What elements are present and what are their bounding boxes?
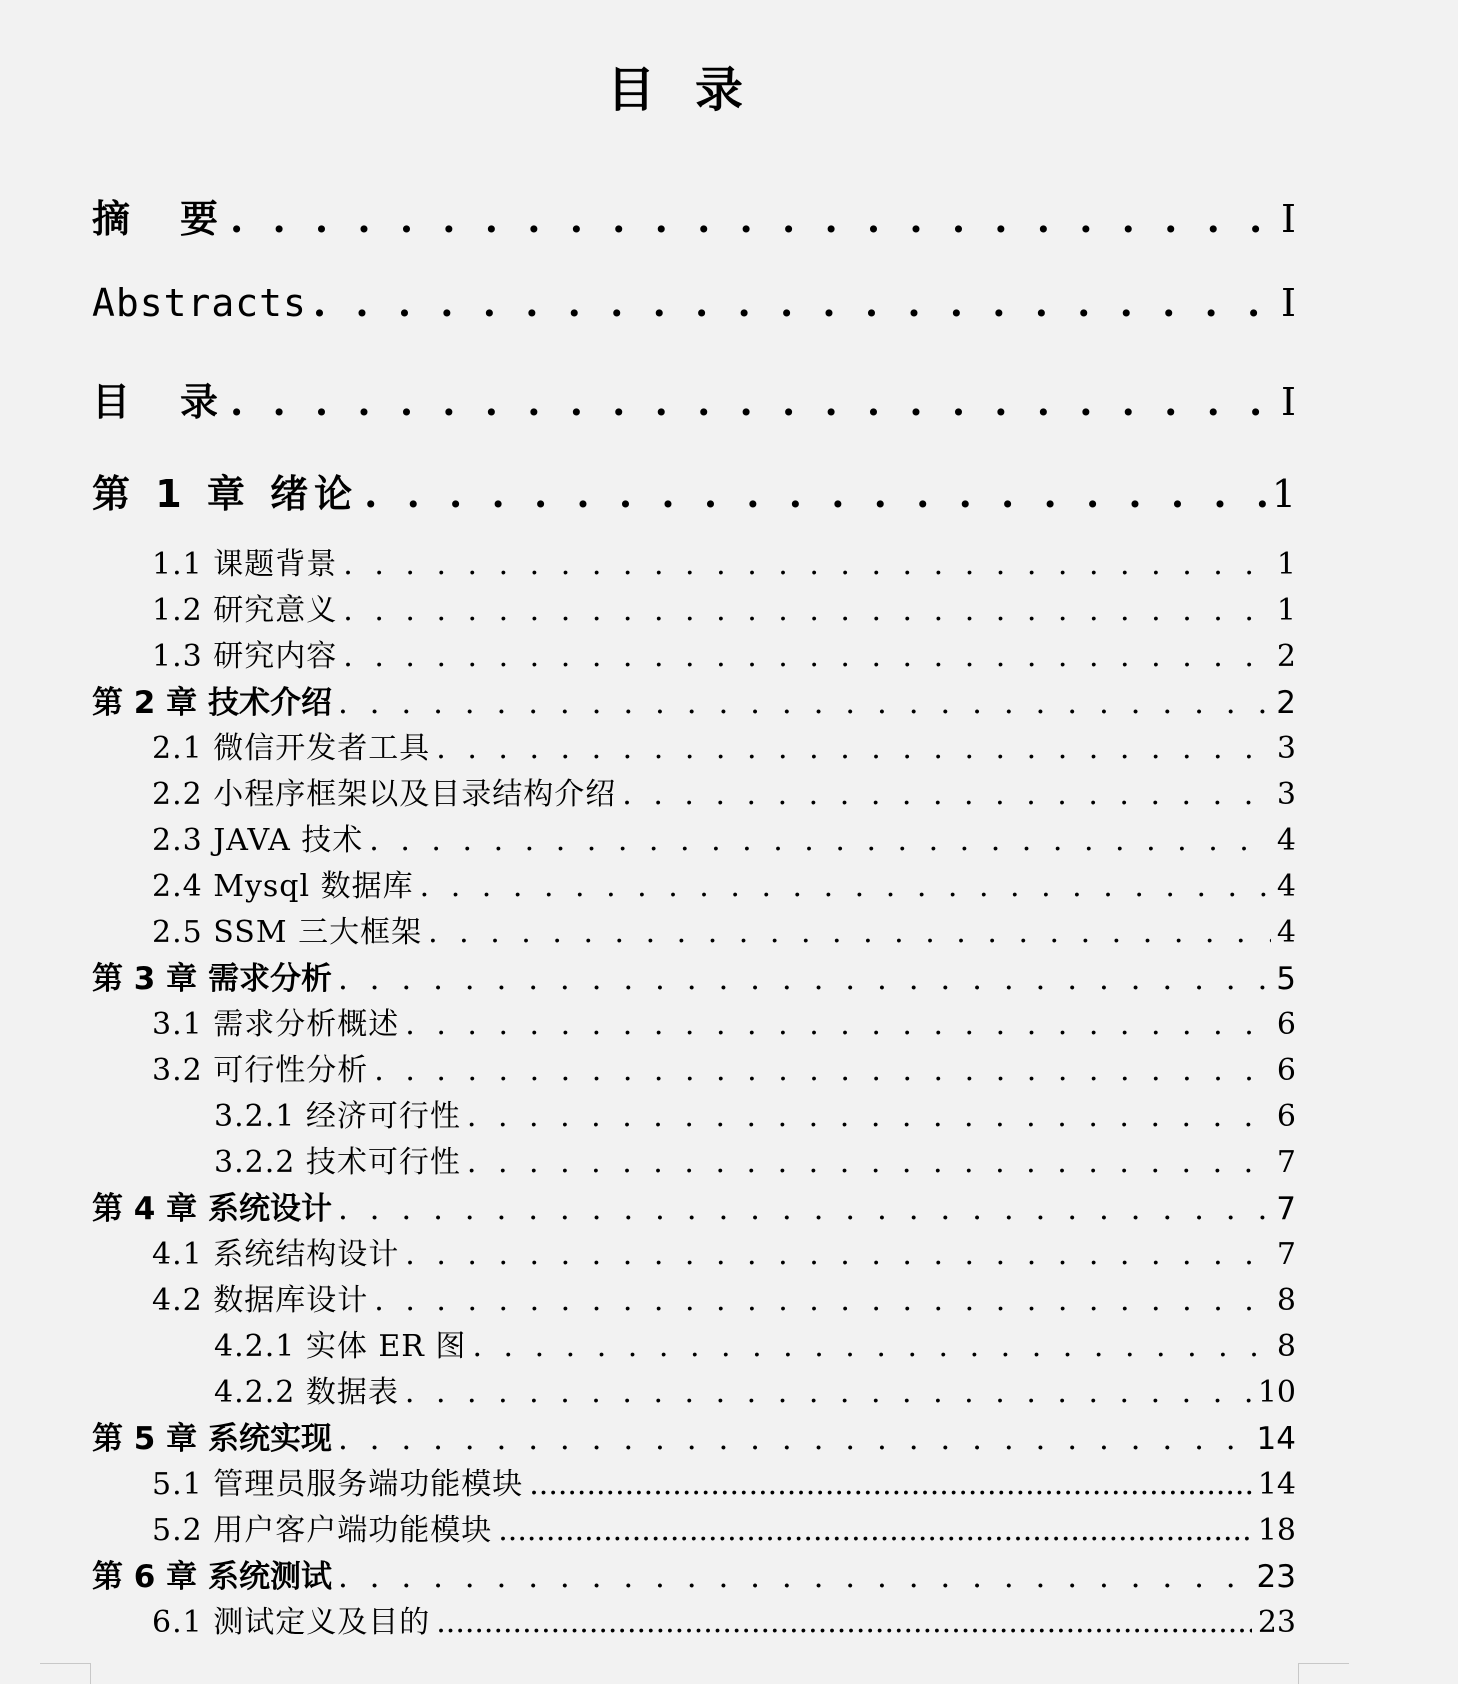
dot-leader [369, 823, 1271, 858]
toc-entry-label: 4.2 数据库设计 [152, 1283, 369, 1318]
toc-page-number: 7 [1276, 1145, 1296, 1180]
toc-entry-label: 第 4 章 系统设计 [92, 1191, 332, 1227]
toc-entry-label: 5.2 用户客户端功能模块 [152, 1513, 493, 1548]
toc-entry-section[interactable] [92, 907, 1296, 951]
toc-page-number: 23 [1257, 1605, 1296, 1640]
toc-page-number: I [1280, 281, 1296, 325]
toc-entry-label: 第 3 章 需求分析 [92, 961, 332, 997]
page-corner-mark-right [1298, 1663, 1349, 1684]
dot-leader [436, 731, 1271, 766]
toc-entry-section[interactable] [92, 999, 1296, 1043]
toc-page-number: 4 [1276, 869, 1296, 904]
toc-page-number: 7 [1276, 1191, 1296, 1227]
toc-entry-label: Abstracts [92, 281, 307, 325]
dot-leader [472, 1329, 1270, 1364]
toc-entry-label: 2.5 SSM 三大框架 [152, 915, 423, 950]
dot-leader [467, 1145, 1271, 1180]
toc-entry-contents[interactable] [92, 371, 1296, 431]
toc-entry-section[interactable] [92, 815, 1296, 859]
toc-page-number: 1 [1276, 547, 1296, 582]
toc-page-number: 3 [1276, 777, 1296, 812]
dot-leader [420, 869, 1271, 904]
dot-leader [338, 685, 1270, 721]
toc-entry-label: 2.3 JAVA 技术 [152, 823, 364, 858]
toc-entry-label: 5.1 管理员服务端功能模块 [152, 1467, 524, 1502]
toc-entry-section[interactable] [92, 1459, 1296, 1503]
toc-entry-section[interactable] [92, 1045, 1296, 1089]
toc-page-number: 6 [1276, 1099, 1296, 1134]
toc-page-number: 4 [1276, 823, 1296, 858]
dot-leader [343, 639, 1271, 674]
dot-leader [338, 1559, 1251, 1595]
dot-leader [343, 593, 1271, 628]
toc-entry-label: 3.2 可行性分析 [152, 1053, 369, 1088]
toc-page-number: 23 [1256, 1559, 1296, 1595]
dot-leader [343, 547, 1271, 582]
page-corner-mark-left [40, 1663, 91, 1684]
dot-leader [313, 280, 1275, 325]
toc-entry-section[interactable] [92, 1597, 1296, 1641]
toc-entry-subsection[interactable] [92, 1367, 1296, 1411]
page-title: 目录 [606, 62, 783, 118]
toc-page-number: 8 [1276, 1329, 1296, 1364]
toc-entry-label: 1.3 研究内容 [152, 639, 338, 674]
toc-page-number: 7 [1276, 1237, 1296, 1272]
toc-entry-label: 2.2 小程序框架以及目录结构介绍 [152, 777, 617, 812]
dot-leader [529, 1467, 1252, 1502]
toc-entry-abstract-en[interactable] [92, 280, 1296, 340]
toc-page-number: 14 [1257, 1467, 1296, 1502]
toc-entry-chapter-4[interactable] [92, 1183, 1296, 1227]
toc-entry-section[interactable] [92, 1229, 1296, 1273]
dot-leader [498, 1513, 1252, 1548]
toc-page-number: 1 [1276, 593, 1296, 628]
dot-leader [374, 1283, 1271, 1318]
toc-entry-section[interactable] [92, 769, 1296, 813]
toc-page-number: 6 [1276, 1053, 1296, 1088]
toc-page-number: 2 [1276, 639, 1296, 674]
toc-entry-label: 1.2 研究意义 [152, 593, 338, 628]
toc-entry-section[interactable] [92, 585, 1296, 629]
toc-entry-section[interactable] [92, 539, 1296, 583]
dot-leader [467, 1099, 1271, 1134]
toc-page-number: 8 [1276, 1283, 1296, 1318]
toc-entry-label: 4.1 系统结构设计 [152, 1237, 400, 1272]
toc-entry-chapter-3[interactable] [92, 953, 1296, 997]
toc-entry-label: 6.1 测试定义及目的 [152, 1605, 431, 1640]
toc-entry-label: 4.2.1 实体 ER 图 [214, 1329, 467, 1364]
toc-page-number: I [1280, 380, 1296, 424]
toc-entry-label: 2.4 Mysql 数据库 [152, 869, 414, 904]
dot-leader [338, 1191, 1270, 1227]
dot-leader [622, 777, 1271, 812]
toc-entry-label: 3.1 需求分析概述 [152, 1007, 400, 1042]
toc-entry-section[interactable] [92, 723, 1296, 767]
toc-entry-section[interactable] [92, 631, 1296, 675]
dot-leader [428, 915, 1271, 950]
toc-entry-label: 第 6 章 系统测试 [92, 1559, 332, 1595]
dot-leader [405, 1007, 1271, 1042]
toc-entry-subsection[interactable] [92, 1137, 1296, 1181]
toc-page-number: 3 [1276, 731, 1296, 766]
toc-page-number: 6 [1276, 1007, 1296, 1042]
toc-entry-chapter-1[interactable] [92, 463, 1296, 523]
dot-leader [230, 196, 1275, 241]
toc-page-number: I [1280, 197, 1296, 241]
dot-leader [338, 1421, 1251, 1457]
toc-page-number: 18 [1257, 1513, 1296, 1548]
toc-page-number: 4 [1276, 915, 1296, 950]
toc-entry-subsection[interactable] [92, 1091, 1296, 1135]
toc-entry-chapter-6[interactable] [92, 1551, 1296, 1595]
toc-entry-chapter-2[interactable] [92, 677, 1296, 721]
toc-entry-section[interactable] [92, 1275, 1296, 1319]
toc-entry-label: 摘 要 [92, 197, 225, 241]
toc-page-number: 1 [1271, 472, 1296, 516]
dot-leader [230, 379, 1275, 424]
dot-leader [364, 471, 1266, 516]
dot-leader [405, 1237, 1271, 1272]
toc-entry-label: 第 5 章 系统实现 [92, 1421, 332, 1457]
dot-leader [374, 1053, 1271, 1088]
dot-leader [338, 961, 1270, 997]
toc-entry-label: 目 录 [92, 380, 225, 424]
toc-entry-label: 3.2.1 经济可行性 [214, 1099, 461, 1134]
toc-entry-abstract-cn[interactable] [92, 188, 1296, 248]
dot-leader [405, 1375, 1252, 1410]
toc-entry-section[interactable] [92, 861, 1296, 905]
toc-entry-label: 2.1 微信开发者工具 [152, 731, 431, 766]
toc-entry-label: 第 2 章 技术介绍 [92, 685, 332, 721]
toc-entry-subsection[interactable] [92, 1321, 1296, 1365]
toc-entry-section[interactable] [92, 1505, 1296, 1549]
toc-page-number: 10 [1257, 1375, 1296, 1410]
toc-entry-chapter-5[interactable] [92, 1413, 1296, 1457]
toc-entry-label: 4.2.2 数据表 [214, 1375, 399, 1410]
dot-leader [436, 1605, 1252, 1640]
toc-entry-label: 1.1 课题背景 [152, 547, 338, 582]
toc-page-number: 5 [1276, 961, 1296, 997]
toc-entry-label: 3.2.2 技术可行性 [214, 1145, 461, 1180]
toc-page-number: 2 [1276, 685, 1296, 721]
toc-entry-label: 第 1 章 绪论 [92, 472, 359, 516]
toc-page-number: 14 [1256, 1421, 1296, 1457]
